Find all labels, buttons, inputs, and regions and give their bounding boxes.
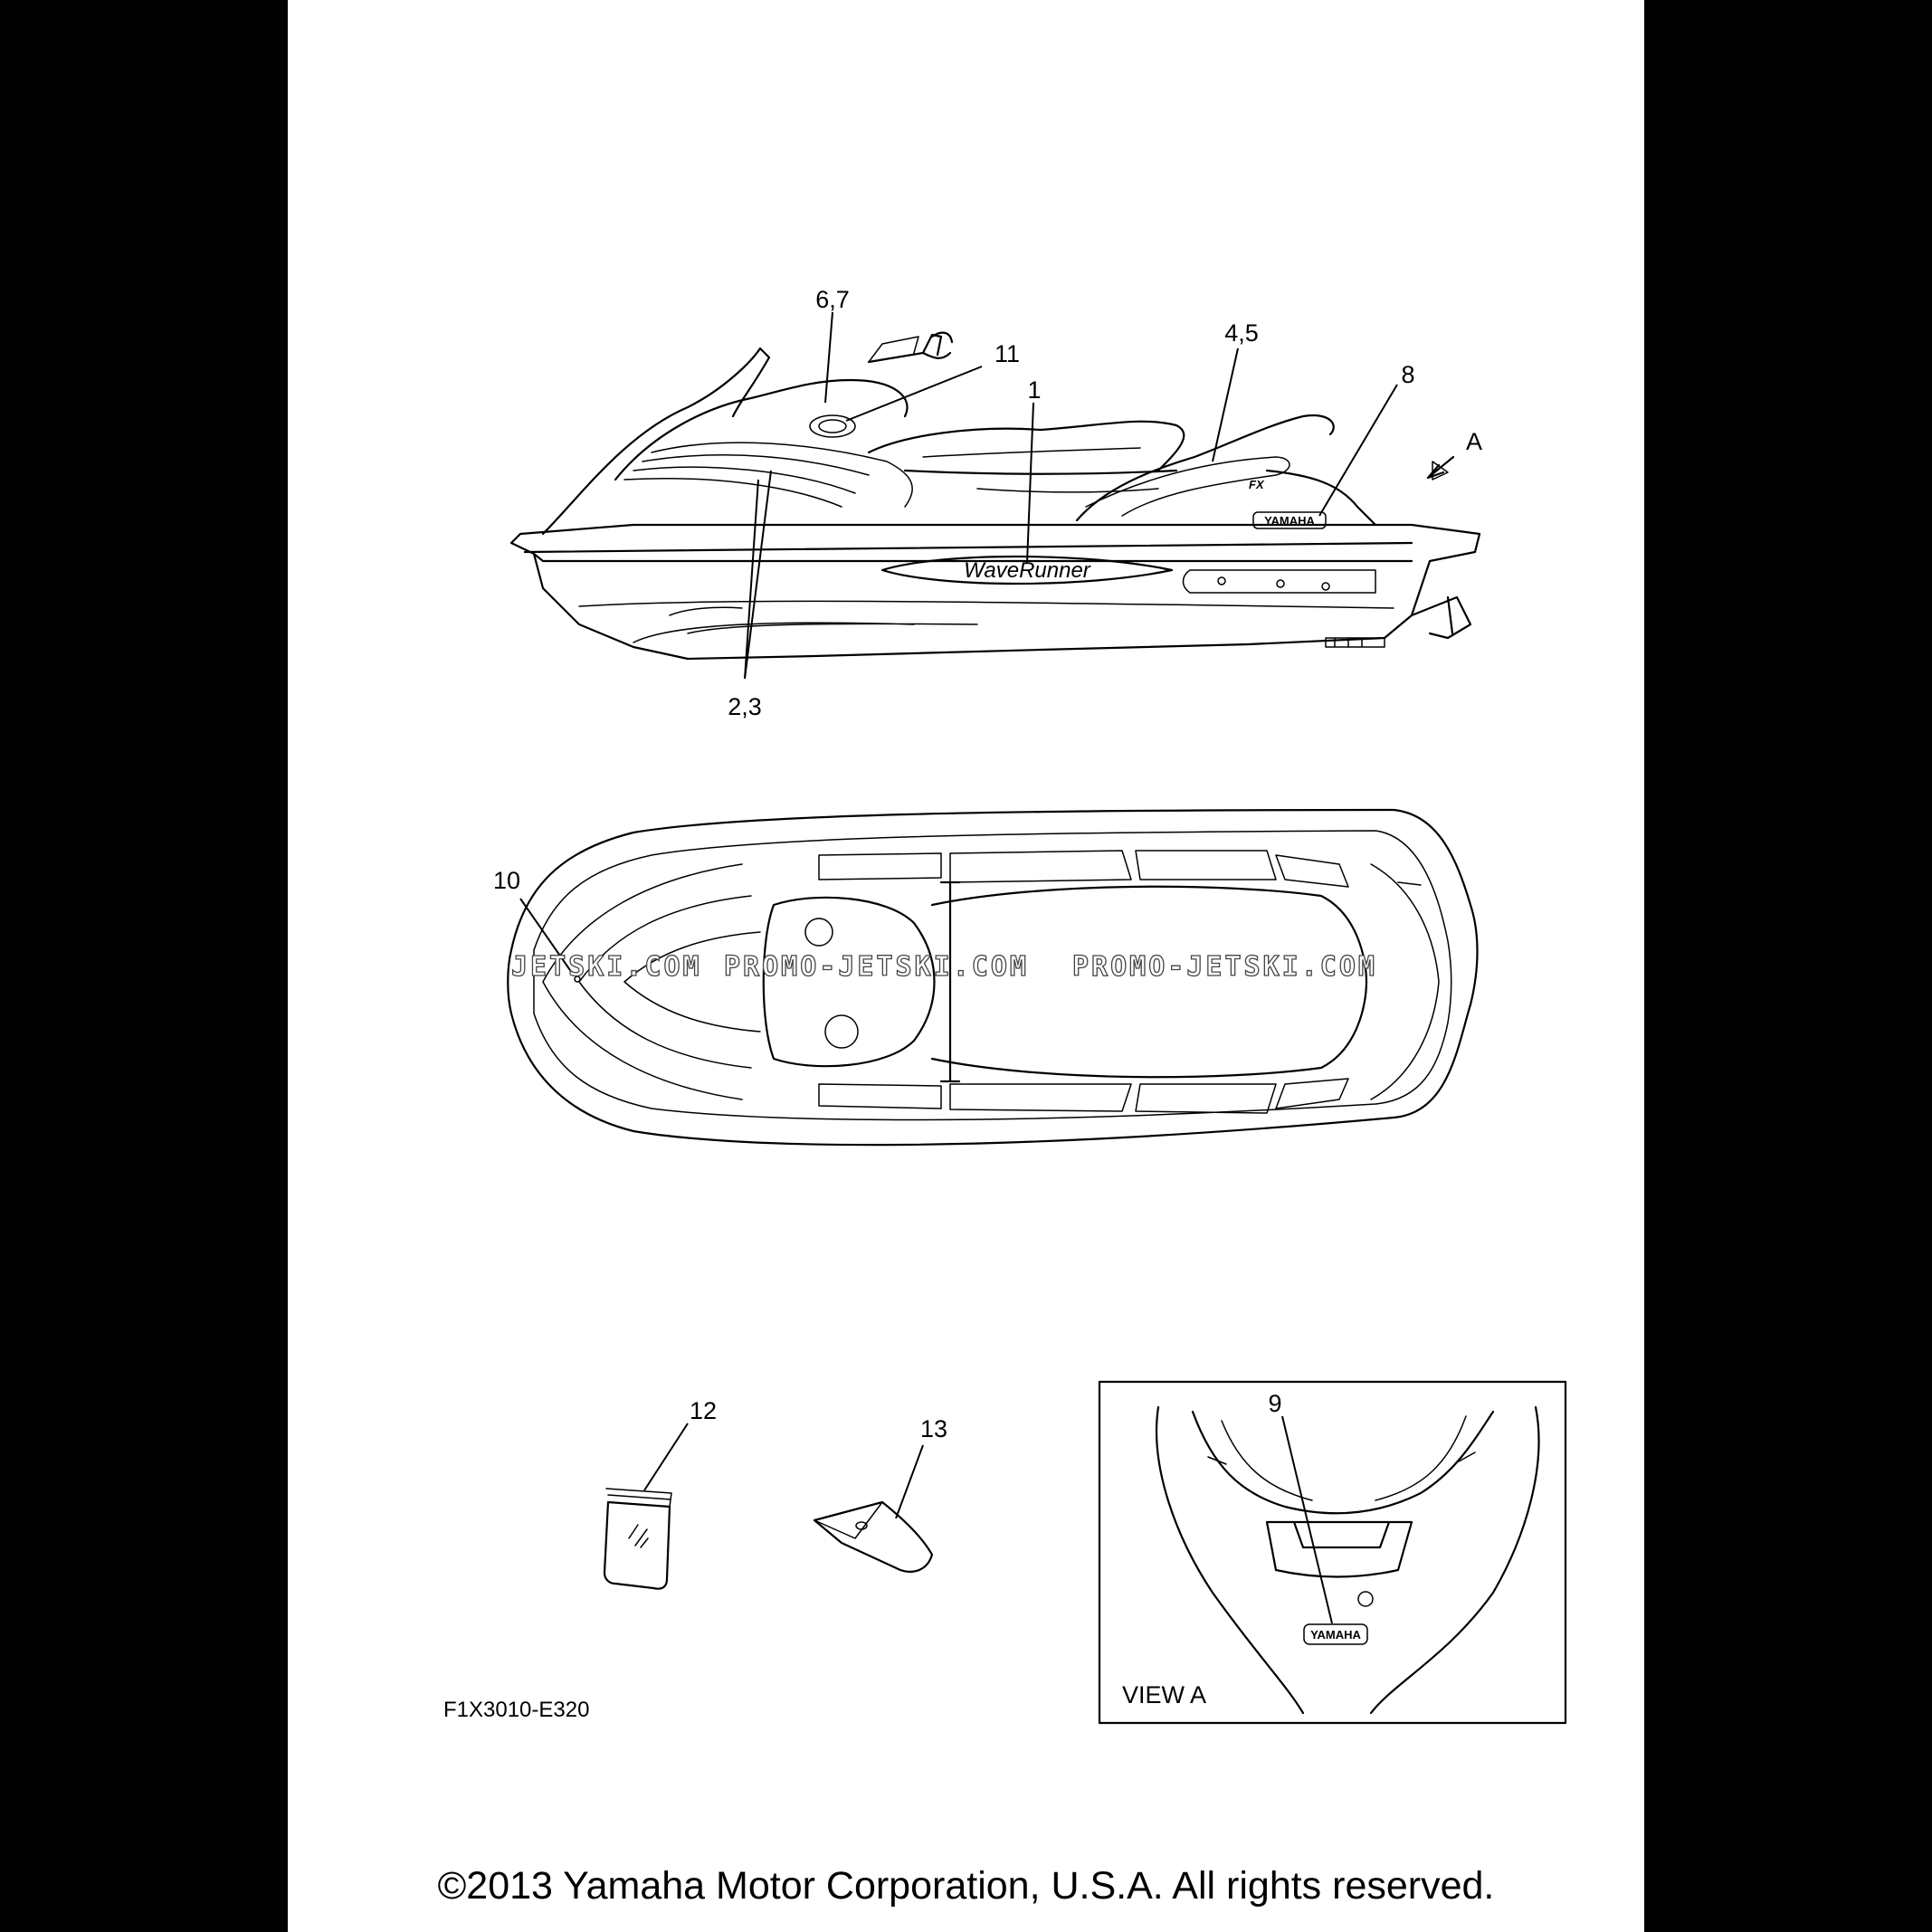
side-view xyxy=(511,286,1482,720)
callout-4-5: 4,5 xyxy=(1224,319,1259,347)
callout-10: 10 xyxy=(492,867,521,894)
leader-13 xyxy=(896,1445,923,1518)
part-12-pouch xyxy=(604,1397,717,1589)
view-a-frame xyxy=(1099,1382,1566,1723)
side-steering-pole xyxy=(869,333,952,362)
watermark-center: PROMO-JETSKI.COM xyxy=(724,951,1029,983)
side-bow-cowl xyxy=(615,380,908,480)
side-strip xyxy=(1184,570,1376,593)
strip-dot xyxy=(1218,577,1225,585)
leader-11 xyxy=(846,366,982,421)
leader-8 xyxy=(1319,385,1397,516)
strip-dot xyxy=(1322,583,1329,590)
callout-2-3: 2,3 xyxy=(728,693,762,720)
callout-11: 11 xyxy=(994,340,1021,367)
side-logo-emblem xyxy=(810,415,855,437)
side-strakes xyxy=(579,601,1394,642)
leader-9 xyxy=(1282,1416,1332,1623)
leader-12 xyxy=(644,1423,688,1490)
view-a-step xyxy=(1267,1522,1412,1577)
callout-12: 12 xyxy=(689,1397,718,1424)
copyright-notice: ©2013 Yamaha Motor Corporation, U.S.A. All rights reserved. xyxy=(437,1864,1495,1908)
yamaha-side-decal-text: YAMAHA xyxy=(1264,514,1315,528)
side-rear-deck xyxy=(1077,415,1375,525)
figure-code: F1X3010-E320 xyxy=(443,1698,590,1722)
leader-2-3-a xyxy=(745,480,758,679)
callout-a: A xyxy=(1466,428,1483,455)
leader-2-3-b xyxy=(745,471,771,679)
strip-dot xyxy=(1277,580,1284,587)
watermark-left: JETSKI.COM xyxy=(511,951,702,983)
pouch-body xyxy=(604,1502,670,1589)
callout-1: 1 xyxy=(1027,376,1042,404)
waverunner-decal-text: WaveRunner xyxy=(964,558,1090,583)
fx-decal-text: FX xyxy=(1249,478,1264,491)
leader-6-7 xyxy=(825,312,833,403)
tool-bag-body xyxy=(814,1502,932,1572)
callout-8: 8 xyxy=(1401,361,1415,388)
view-a-inset xyxy=(1099,1382,1566,1723)
view-a-hull-left xyxy=(1156,1407,1303,1713)
top-view xyxy=(493,810,1478,1145)
callout-13: 13 xyxy=(919,1415,948,1442)
callout-9: 9 xyxy=(1268,1390,1282,1417)
pouch-glare xyxy=(629,1525,648,1547)
tool-bag-flap xyxy=(814,1502,882,1538)
view-a-deck-curve xyxy=(1193,1412,1493,1513)
top-rear-deck xyxy=(1371,864,1439,1099)
console-gauge xyxy=(805,918,833,946)
callout-6-7: 6,7 xyxy=(815,286,850,313)
yamaha-rear-decal-text: YAMAHA xyxy=(1310,1628,1361,1642)
watermark-right: PROMO-JETSKI.COM xyxy=(1072,951,1377,983)
view-a-label: VIEW A xyxy=(1122,1681,1207,1708)
view-a-hull-right xyxy=(1371,1407,1538,1713)
leader-1 xyxy=(1027,403,1033,563)
part-13-tool-bag xyxy=(814,1415,947,1572)
side-jet-nozzle xyxy=(1412,597,1470,638)
side-logo-emblem-inner xyxy=(819,420,846,433)
view-a-deck-inner xyxy=(1208,1416,1475,1500)
console-cupholder xyxy=(825,1015,858,1048)
view-a-drain-plug xyxy=(1358,1592,1373,1606)
